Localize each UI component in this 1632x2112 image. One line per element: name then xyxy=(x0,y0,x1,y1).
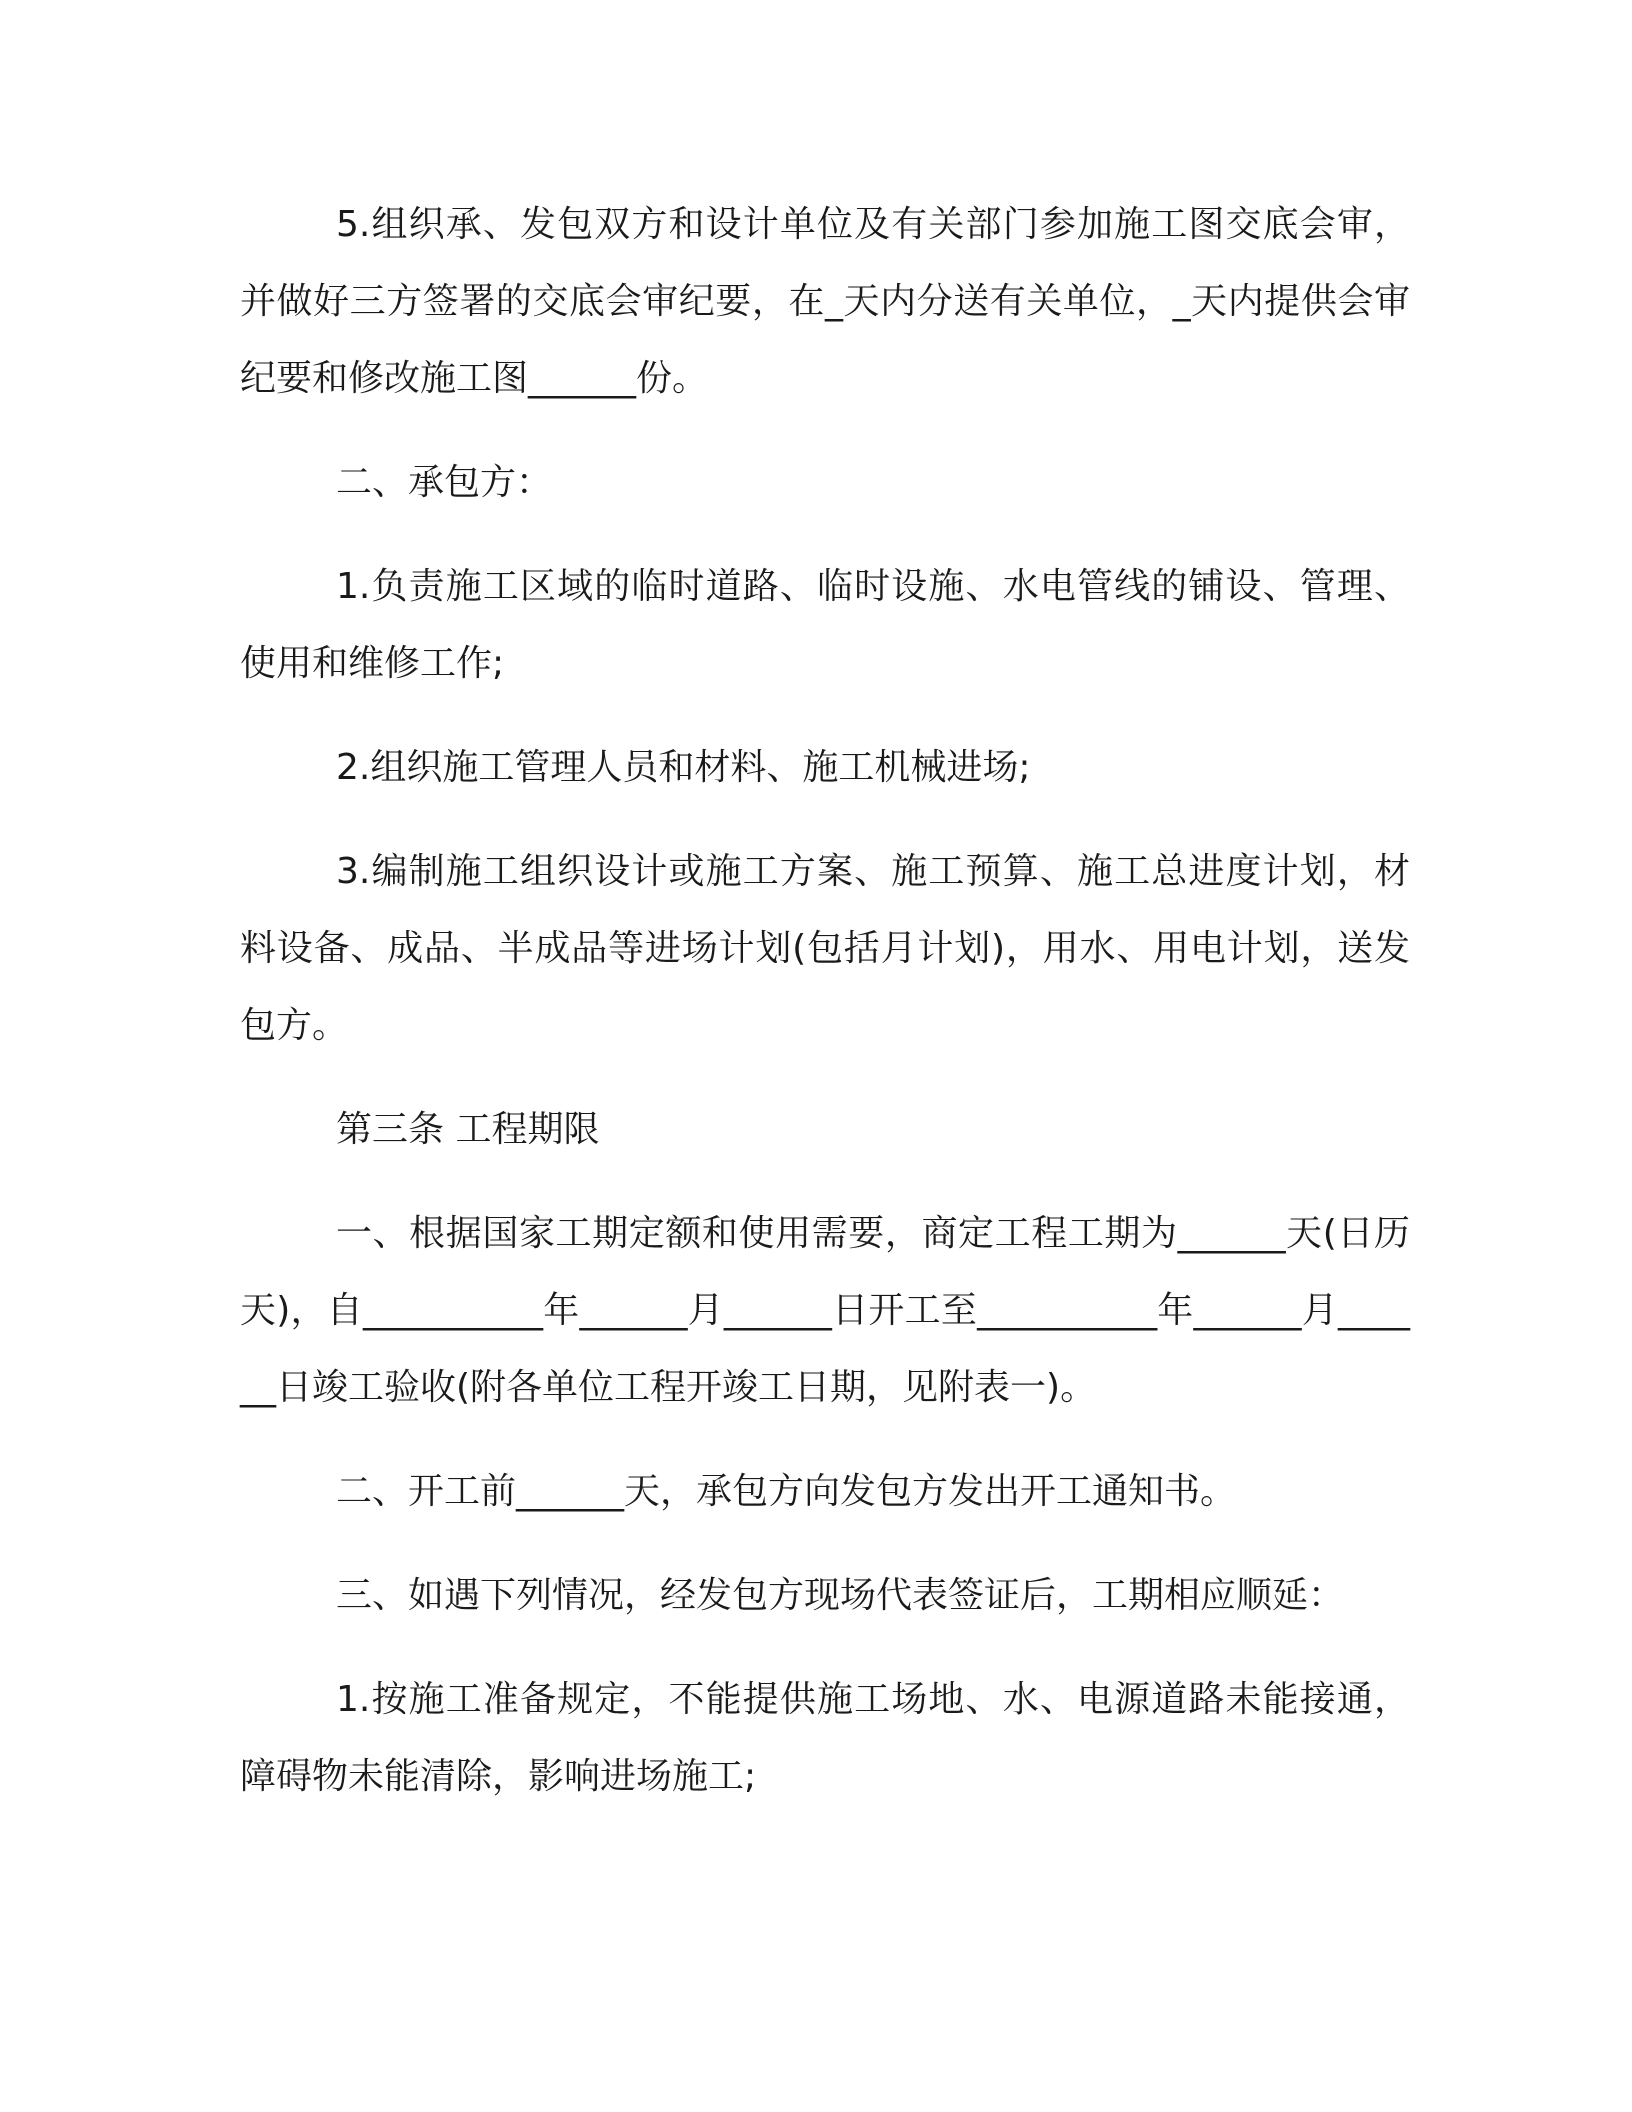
article-heading-project-period: 第三条 工程期限 xyxy=(336,1109,600,1150)
section-heading-contractor: 二、承包方： xyxy=(336,462,553,503)
paragraph-5: 一、根据国家工期定额和使用需要，商定工程工期为______天(日历天)，自__________年______月______日开工至__________年______月______日竣工验收(附各单位工程开竣工日期，见附表一)。 xyxy=(240,1213,1410,1408)
paragraph-3: 2.组织施工管理人员和材料、施工机械进场; xyxy=(336,747,1031,788)
paragraph-2: 1.负责施工区域的临时道路、临时设施、水电管线的铺设、管理、使用和维修工作; xyxy=(240,566,1410,684)
document-page xyxy=(240,186,1410,1842)
paragraph-8: 1.按施工准备规定，不能提供施工场地、水、电源道路未能接通，障碍物未能清除，影响进场施工; xyxy=(240,1679,1410,1797)
paragraph-6: 二、开工前______天，承包方向发包方发出开工通知书。 xyxy=(336,1471,1237,1512)
paragraph-1: 5.组织承、发包双方和设计单位及有关部门参加施工图交底会审，并做好三方签署的交底会审纪要，在_天内分送有关单位，_天内提供会审纪要和修改施工图______份。 xyxy=(240,204,1410,399)
paragraph-4: 3.编制施工组织设计或施工方案、施工预算、施工总进度计划，材料设备、成品、半成品等进场计划(包括月计划)，用水、用电计划，送发包方。 xyxy=(240,851,1410,1046)
paragraph-7: 三、如遇下列情况，经发包方现场代表签证后，工期相应顺延： xyxy=(336,1575,1345,1616)
